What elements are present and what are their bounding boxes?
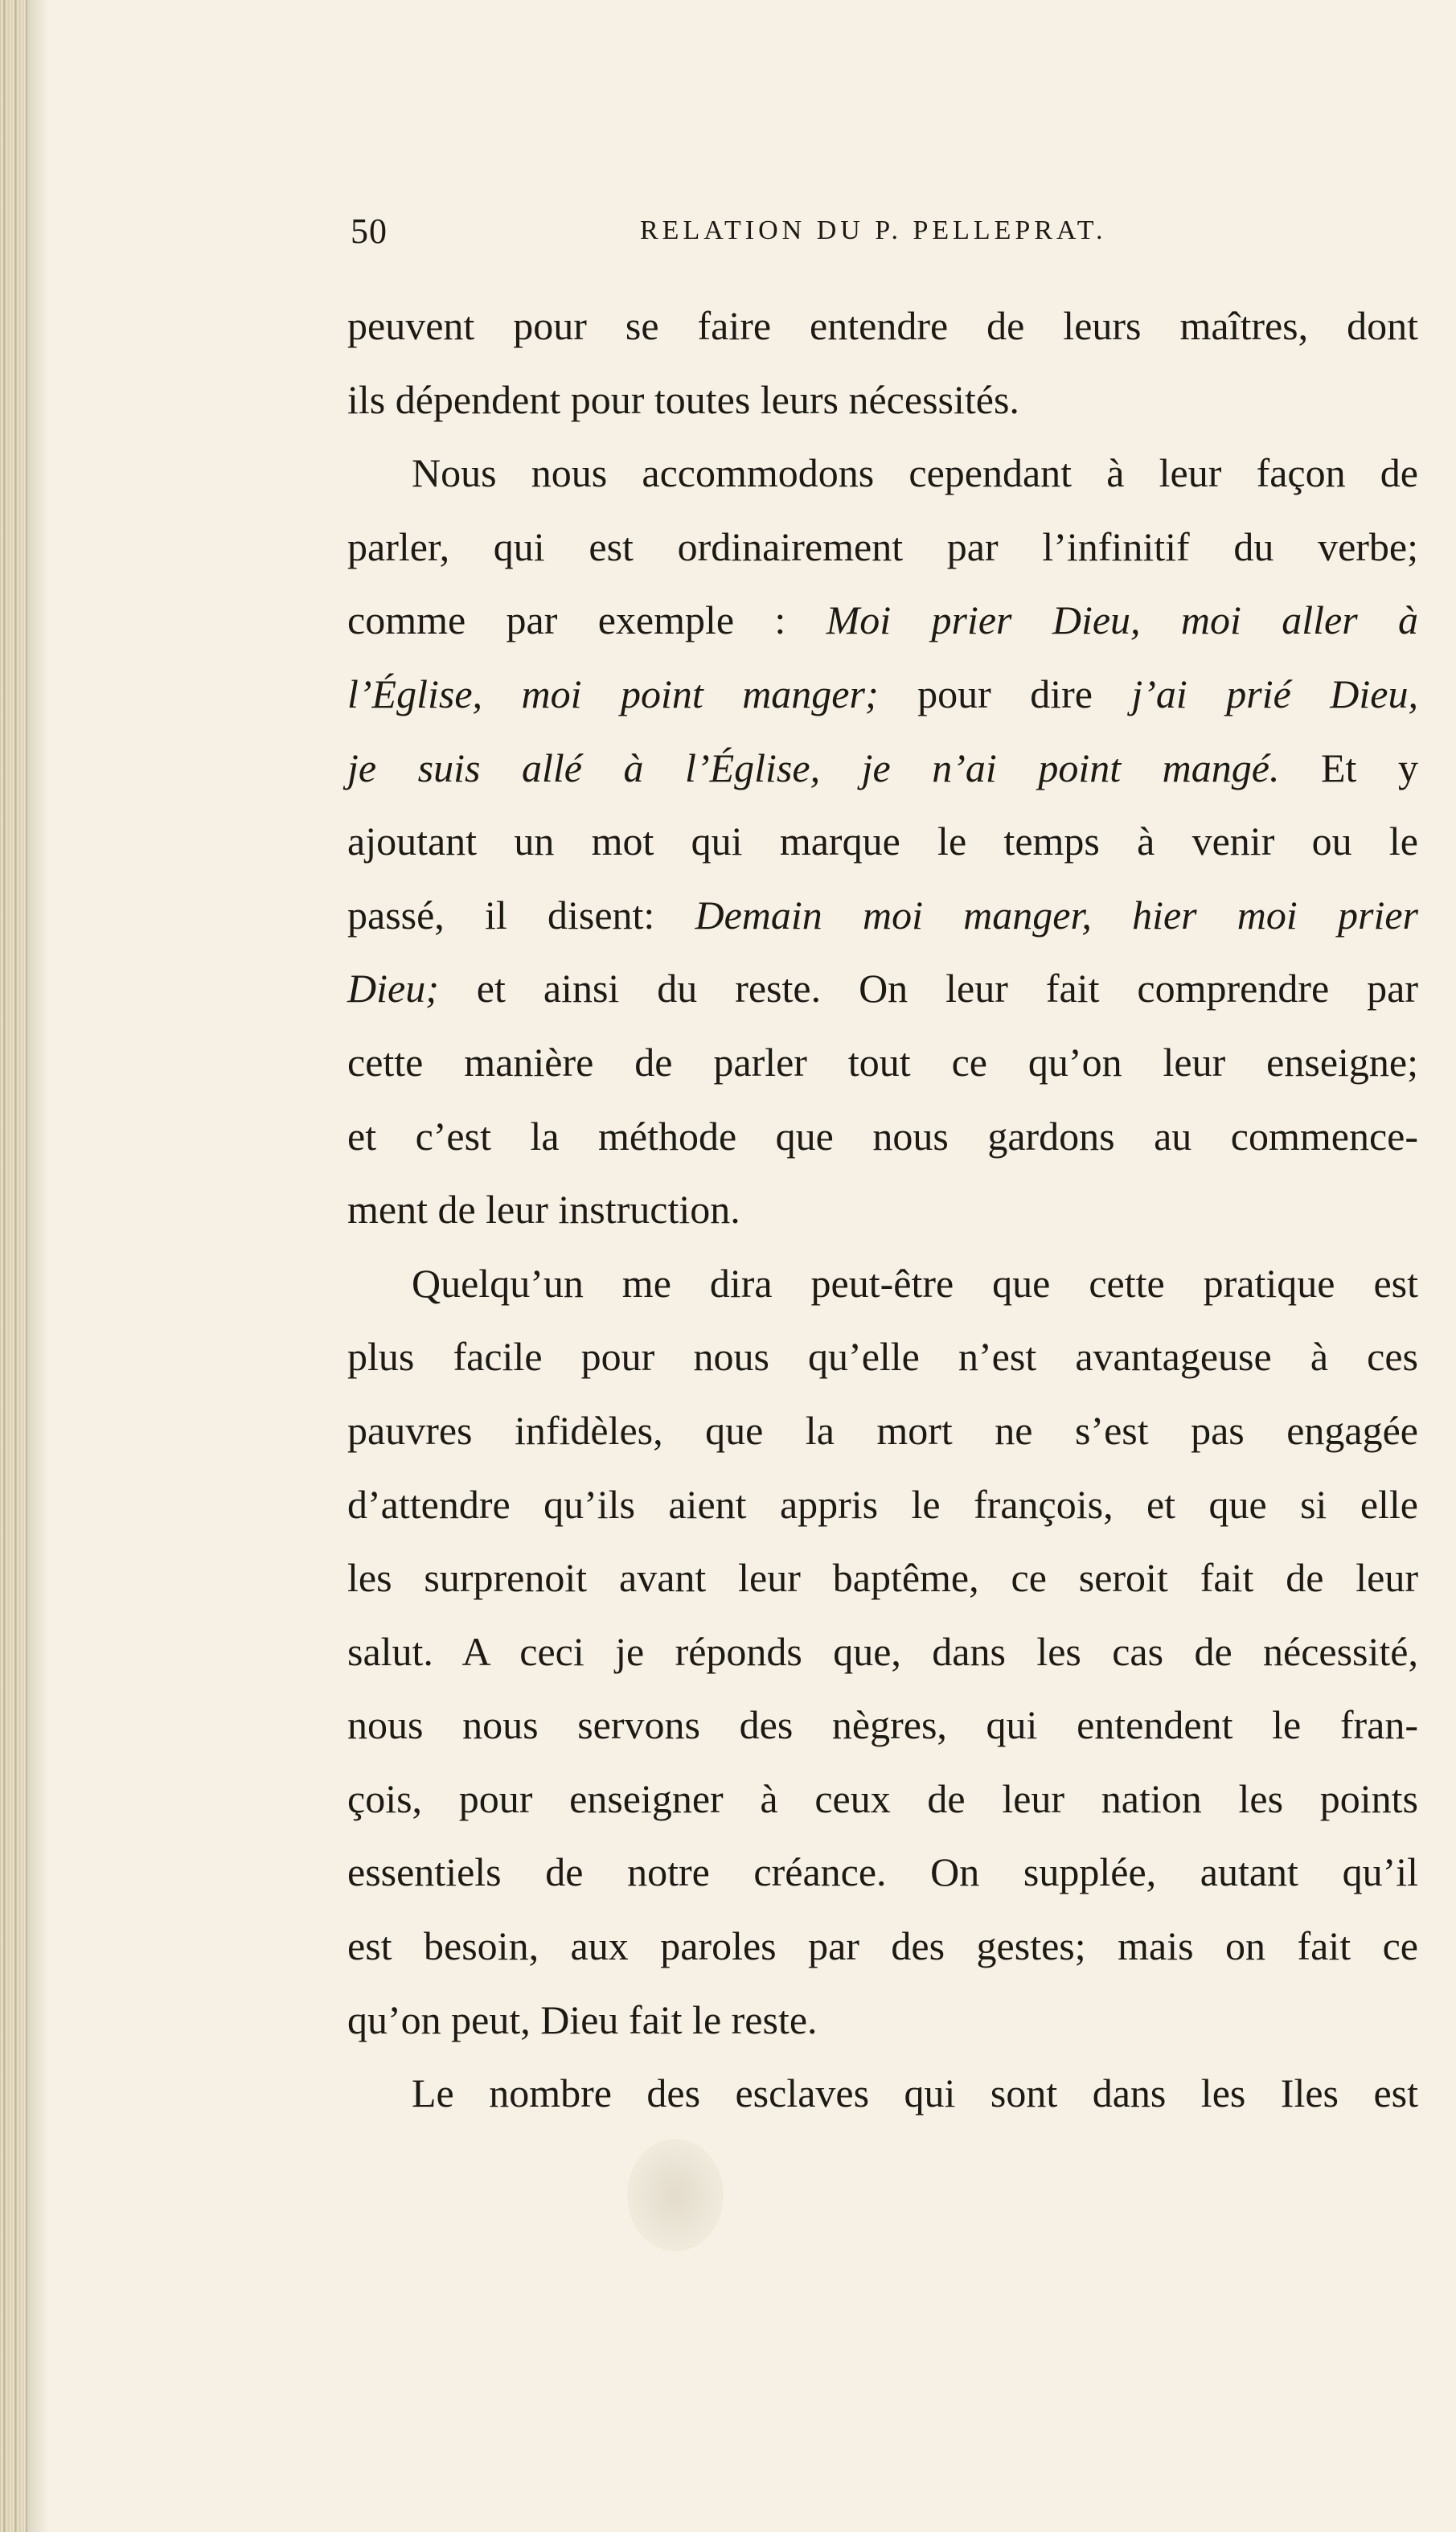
text-segment: les surprenoit avant leur baptême, ce seroit fait de leur [347, 1555, 1418, 1601]
text-line [347, 584, 1418, 658]
text-line [347, 1836, 1418, 1910]
text-line [347, 363, 1418, 437]
text-segment: est besoin, aux paroles par des gestes; mais on fait ce [347, 1923, 1418, 1969]
text-line [347, 289, 1418, 363]
text-line [347, 1468, 1418, 1542]
text-line [347, 732, 1418, 806]
text-line [347, 952, 1418, 1026]
text-segment: pauvres infidèles, que la mort ne s’est pas engagée [347, 1407, 1418, 1453]
text-segment: ment de leur instruction. [347, 1187, 740, 1233]
text-segment: ils dépendent pour toutes leurs nécessités. [347, 376, 1019, 422]
text-segment: cette manière de parler tout ce qu’on leur enseigne; [347, 1039, 1418, 1085]
text-segment: Quelqu’un me dira peut-être que cette pratique est [412, 1260, 1418, 1306]
text-line [347, 1763, 1418, 1836]
text-segment: et ainsi du reste. On leur fait comprendre par [438, 966, 1418, 1012]
text-line [347, 511, 1418, 585]
text-line [347, 1100, 1418, 1174]
text-segment: salut. A ceci je réponds que, dans les cas de nécessité, [347, 1628, 1418, 1674]
text-line [347, 805, 1418, 879]
text-segment: parler, qui est ordinairement par l’infinitif du verbe; [347, 523, 1418, 569]
paper-stain [627, 2139, 724, 2251]
text-line [347, 1247, 1418, 1321]
text-segment: essentiels de notre créance. On supplée, autant qu’il [347, 1849, 1418, 1895]
italic-text: l’Église, moi point manger; [347, 671, 879, 716]
text-segment: passé, il disent: [347, 892, 695, 938]
italic-text: Moi prier Dieu, moi aller à [826, 597, 1418, 643]
text-line [347, 2057, 1418, 2131]
text-line [347, 1541, 1418, 1615]
text-segment: peuvent pour se faire entendre de leurs maîtres, dont [347, 303, 1418, 348]
text-line [347, 1910, 1418, 1984]
text-line [347, 1615, 1418, 1689]
text-line [347, 1394, 1418, 1468]
running-title: RELATION DU P. PELLEPRAT. [640, 215, 1107, 245]
text-line [347, 879, 1418, 953]
text-segment: çois, pour enseigner à ceux de leur nation les points [347, 1775, 1418, 1821]
text-segment: nous nous servons des nègres, qui entendent le fran- [347, 1702, 1418, 1748]
text-line [347, 1320, 1418, 1394]
italic-text: Dieu; [347, 966, 439, 1012]
text-segment: Et y [1279, 745, 1418, 790]
text-line [347, 1173, 1418, 1247]
text-line [347, 658, 1418, 732]
text-segment: pour dire [878, 671, 1132, 716]
text-segment: qu’on peut, Dieu fait le reste. [347, 1996, 818, 2042]
italic-text: j’ai prié Dieu, [1131, 671, 1418, 716]
text-segment: Le nombre des esclaves qui sont dans les Iles est [412, 2070, 1418, 2116]
text-segment: Nous nous accommodons cependant à leur façon de [412, 450, 1418, 496]
text-segment: d’attendre qu’ils aient appris le françois, et que si elle [347, 1481, 1418, 1527]
running-head [351, 211, 1417, 259]
text-line [347, 1689, 1418, 1763]
text-segment: plus facile pour nous qu’elle n’est avantageuse à ces [347, 1334, 1418, 1380]
text-line [347, 437, 1418, 511]
italic-text: Demain moi manger, hier moi prier [695, 892, 1418, 938]
text-segment: comme par exemple : [347, 597, 826, 643]
text-segment: ajoutant un mot qui marque le temps à venir ou le [347, 819, 1418, 864]
page-number: 50 [351, 211, 388, 251]
text-line [347, 1984, 1418, 2058]
text-line [347, 1026, 1418, 1100]
body-text [347, 289, 1418, 2131]
text-segment: et c’est la méthode que nous gardons au commence- [347, 1113, 1418, 1159]
italic-text: je suis allé à l’Église, je n’ai point mangé. [347, 745, 1280, 790]
